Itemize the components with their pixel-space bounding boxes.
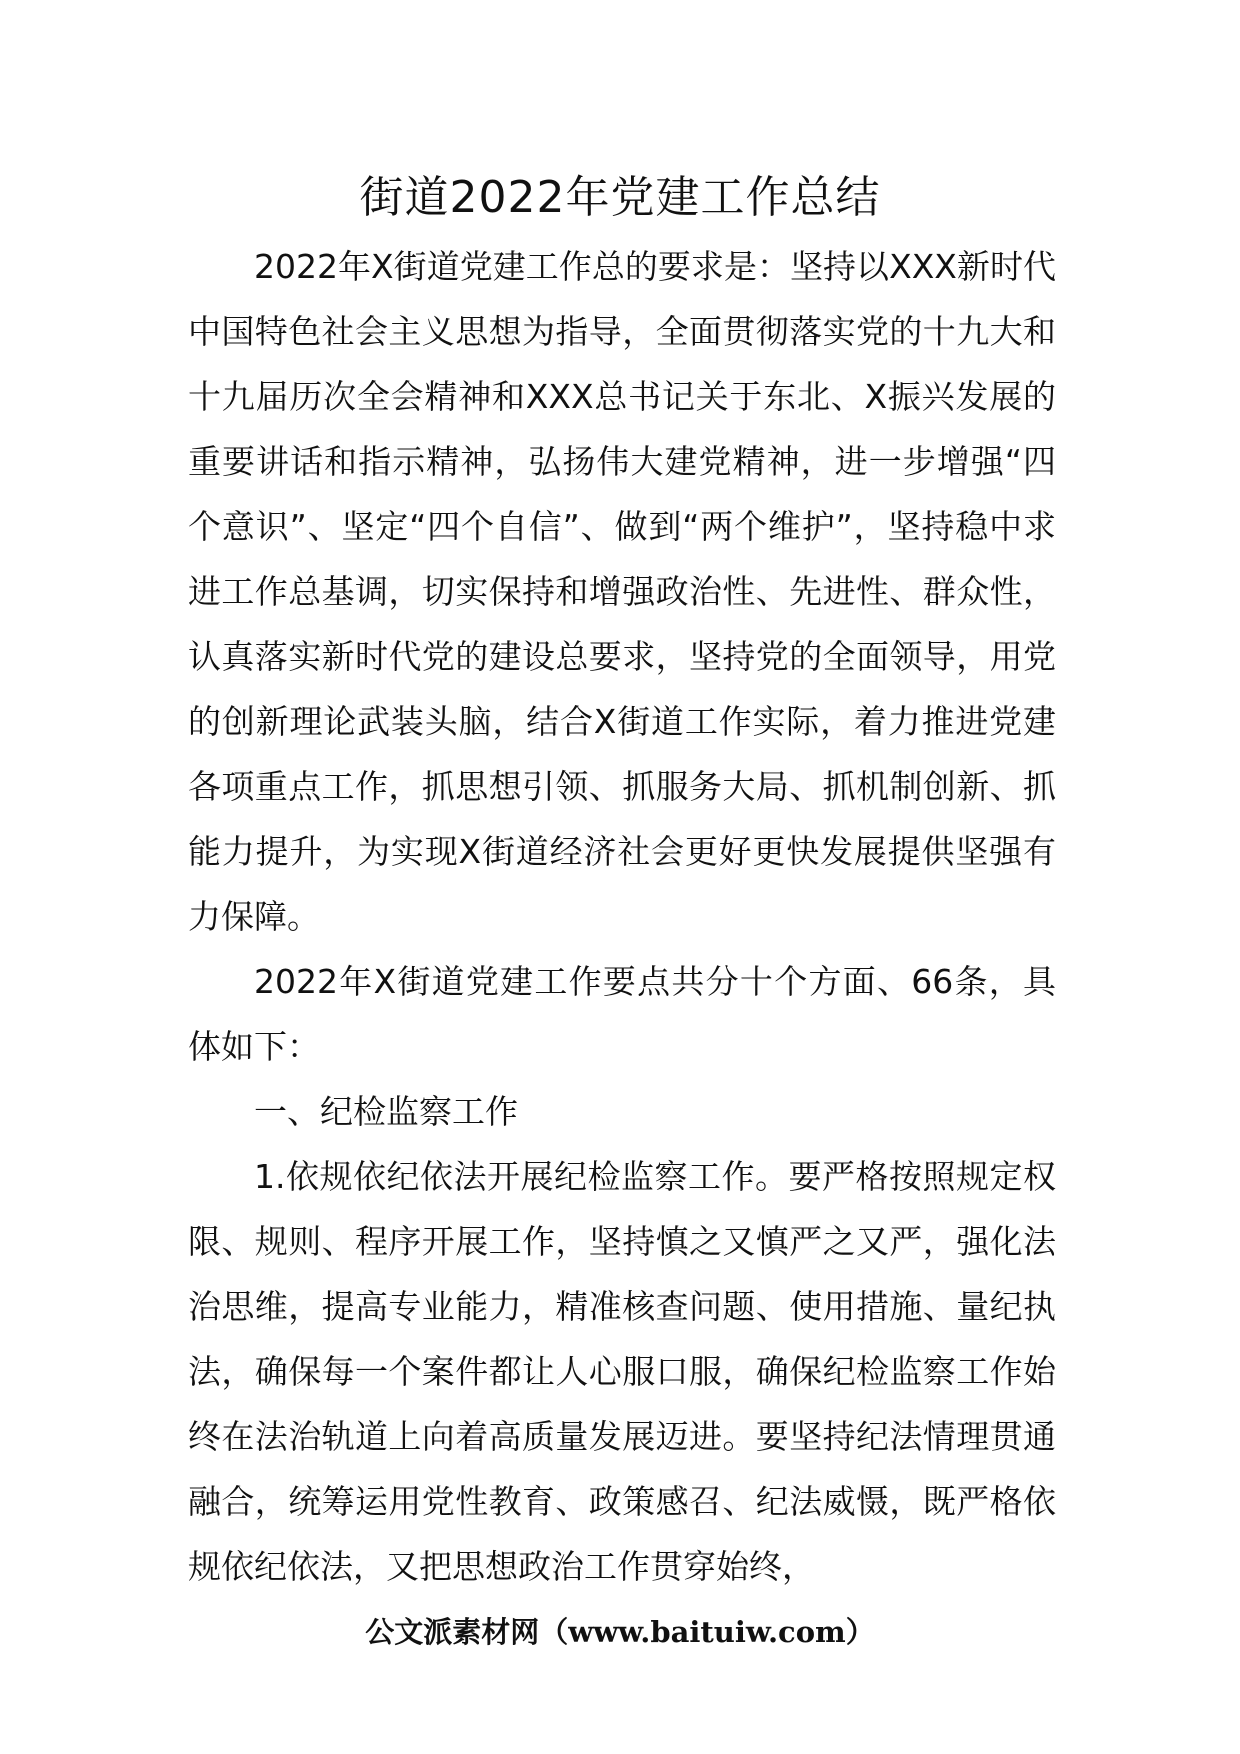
document-body: [188, 234, 1056, 1599]
footer-watermark: 公文派素材网（www.baituiw.com）: [365, 1615, 875, 1649]
item-paragraph: 1.依规依纪依法开展纪检监察工作。要严格按照规定权限、规则、程序开展工作，坚持慎之又慎严之又严，强化法治思维，提高专业能力，精准核查问题、使用措施、量纪执法，确保每一个案件都让人心服口服，确保纪检监察工作始终在法治轨道上向着高质量发展迈进。要坚持纪法情理贯通融合，统筹运用党性教育、政策感召、纪法威慑，既严格依规依纪依法，又把思想政治工作贯穿始终，: [188, 1157, 1056, 1586]
summary-paragraph: 2022年X街道党建工作要点共分十个方面、66条，具体如下：: [188, 962, 1056, 1066]
document-title: 街道2022年党建工作总结: [359, 172, 881, 223]
section-heading: 一、纪检监察工作: [254, 1092, 518, 1131]
intro-paragraph: 2022年X街道党建工作总的要求是：坚持以XXX新时代中国特色社会主义思想为指导，全面贯彻落实党的十九大和十九届历次全会精神和XXX总书记关于东北、X振兴发展的重要讲话和指示精神，弘扬伟大建党精神，进一步增强“四个意识”、坚定“四个自信”、做到“两个维护”，坚持稳中求进工作总基调，切实保持和增强政治性、先进性、群众性，认真落实新时代党的建设总要求，坚持党的全面领导，用党的创新理论武装头脑，结合X街道工作实际，着力推进党建各项重点工作，抓思想引领、抓服务大局、抓机制创新、抓能力提升，为实现X街道经济社会更好更快发展提供坚强有力保障。: [188, 247, 1056, 936]
